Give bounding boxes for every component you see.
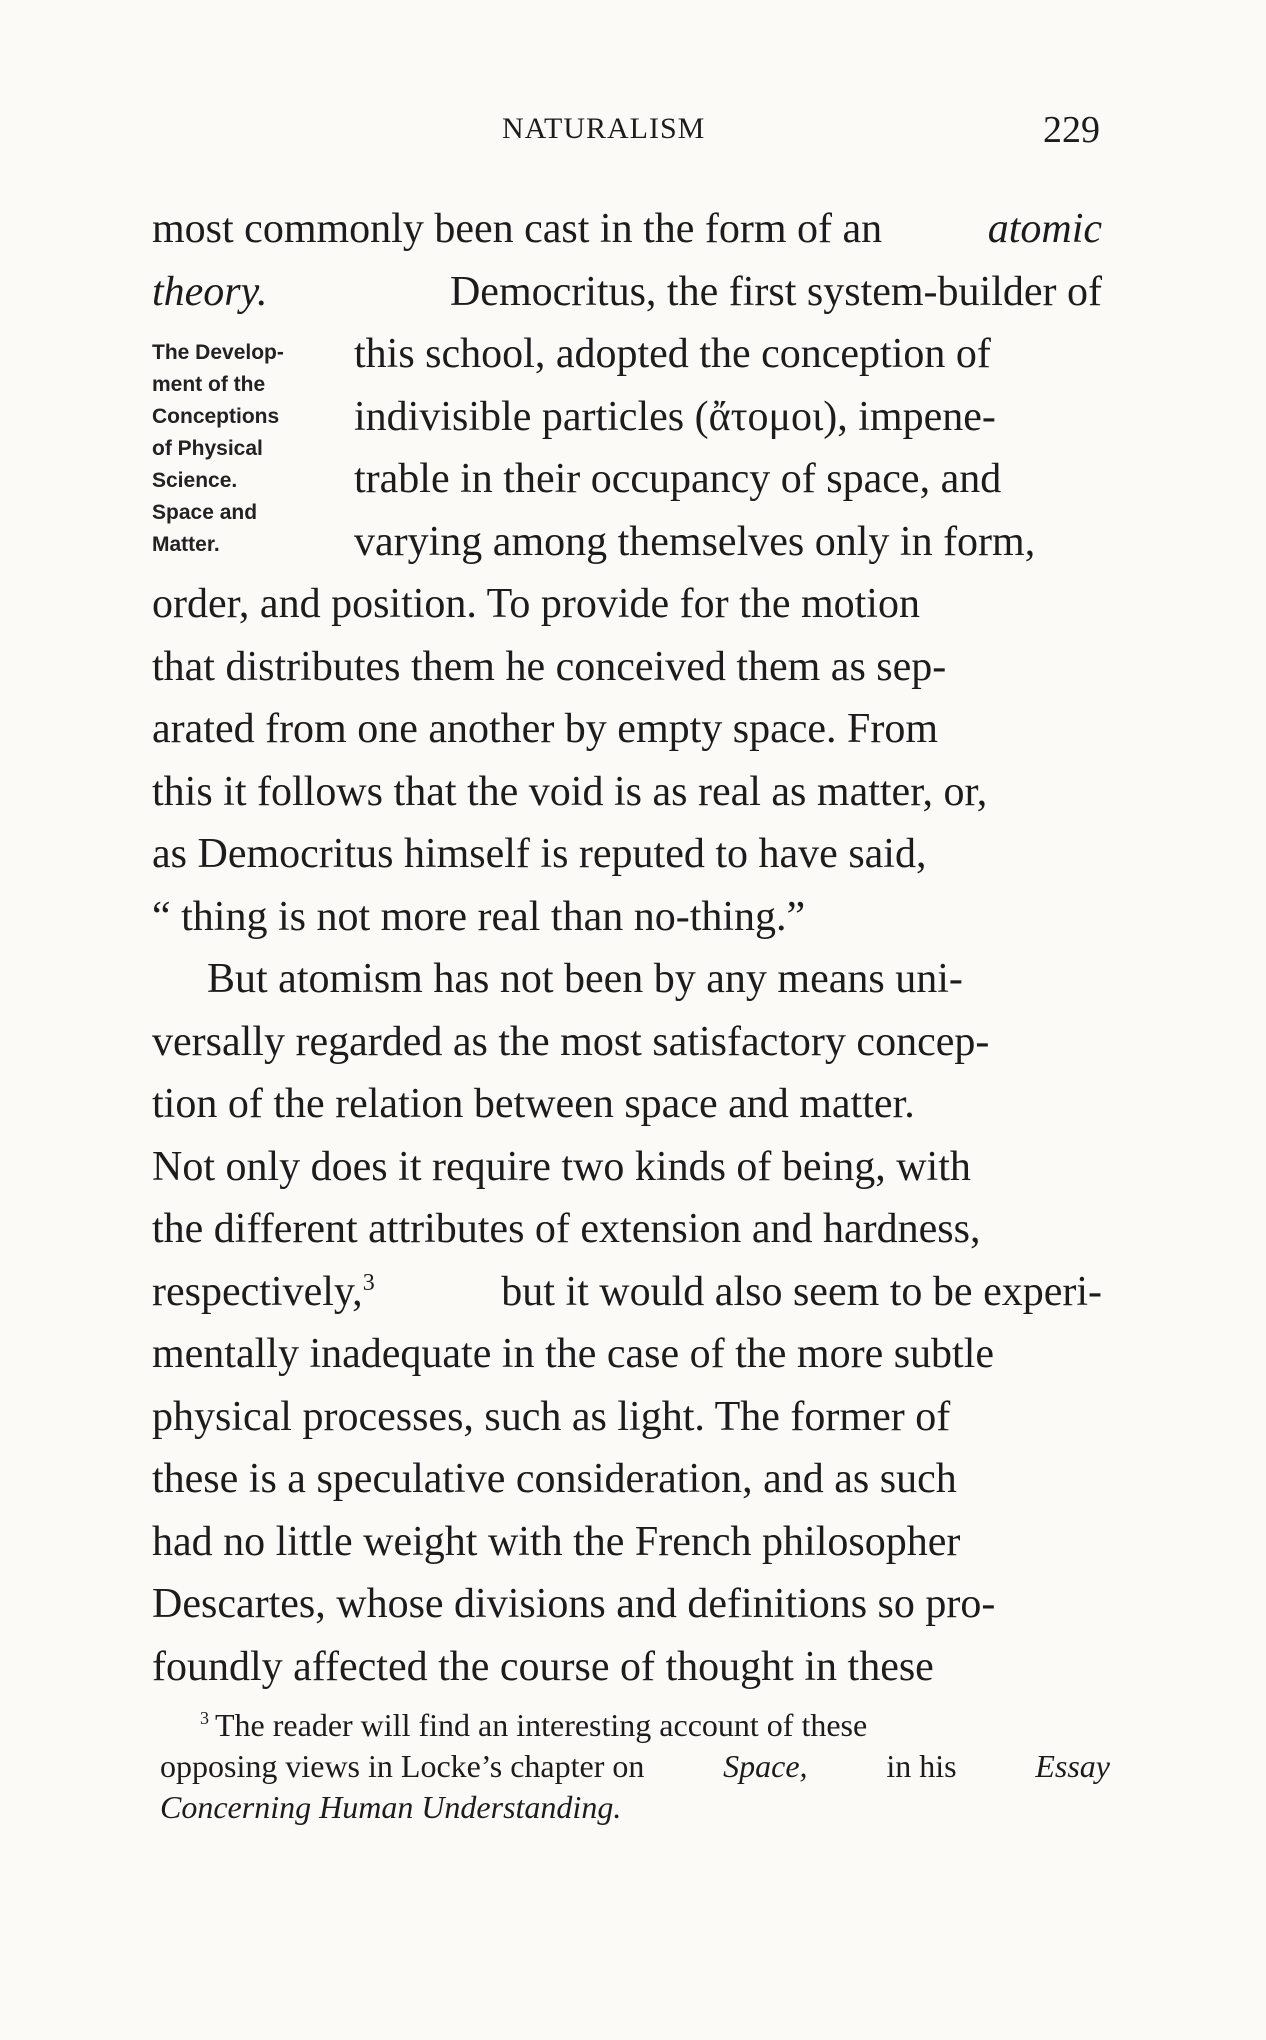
text-line (354, 511, 1102, 574)
text-span: Descartes, whose divisions and definitions so pro- (152, 1581, 996, 1627)
footnote-line (160, 1705, 1110, 1746)
italic-term: theory. (152, 268, 268, 315)
page-header (150, 109, 1100, 162)
text-line (152, 1261, 1102, 1324)
text-span: physical processes, such as light. The former of (152, 1393, 951, 1440)
text-line (354, 386, 1102, 449)
marginal-line: Conceptions (152, 405, 280, 428)
text-line (152, 1011, 1102, 1074)
text-span: opposing views in Locke’s chapter on (160, 1748, 645, 1784)
text-span: but it would also seem to be experi- (501, 1268, 1102, 1315)
text-span: had no little weight with the French philosopher (152, 1518, 961, 1565)
text-line (152, 1448, 1102, 1511)
page-number: 229 (1043, 109, 1100, 151)
text-span: indivisible particles (ἄτομοι), impene- (354, 393, 996, 440)
text-line (152, 761, 1102, 824)
italic-title: Space, (723, 1748, 808, 1784)
marginal-line: Space and (152, 501, 258, 524)
text-line (152, 261, 1102, 324)
text-span: versally regarded as the most satisfactory concep- (152, 1018, 990, 1065)
marginal-line: The Develop- (152, 341, 284, 364)
body-text (152, 198, 1102, 1698)
text-line (354, 448, 1102, 511)
text-span: this school, adopted the conception of (354, 331, 991, 377)
text-line (152, 573, 1102, 636)
running-head: NATURALISM (502, 112, 706, 145)
italic-title: Essay (1035, 1748, 1110, 1784)
text-span: varying among themselves only in form, (354, 518, 1036, 565)
text-line (152, 1136, 1102, 1199)
footnote-reference: 3 (362, 1269, 375, 1296)
text-span: foundly affected the course of thought in these (152, 1643, 934, 1690)
italic-term: atomic (987, 206, 1102, 252)
footnote (160, 1705, 1110, 1828)
text-span: most commonly been cast in the form of an (152, 206, 883, 252)
text-span: order, and position. To provide for the motion (152, 581, 920, 627)
text-span: Democritus, the first system-builder of (449, 268, 1102, 315)
text-line (152, 198, 1102, 261)
text-span: tion of the relation between space and matter. (152, 1081, 915, 1127)
text-span: arated from one another by empty space. From (152, 706, 939, 752)
text-span: as Democritus himself is reputed to have said, (152, 831, 927, 877)
text-line (152, 636, 1102, 699)
text-line (354, 323, 1102, 386)
text-span (152, 1261, 375, 1324)
text-span: the different attributes of extension and hardness, (152, 1206, 981, 1252)
text-span: mentally inadequate in the case of the more subtle (152, 1331, 995, 1377)
marginal-line: of Physical (152, 437, 263, 460)
text-span: But atomism has not been by any means uni- (207, 956, 963, 1002)
text-line (152, 1323, 1102, 1386)
text-span: Not only does it require two kinds of being, with (152, 1143, 971, 1190)
text-span: The reader will find an interesting account of these (215, 1707, 868, 1743)
footnote-line (160, 1746, 1110, 1787)
text-line (152, 823, 1102, 886)
text-span: these is a speculative consideration, and as such (152, 1456, 957, 1502)
text-line (152, 886, 1102, 949)
text-span: this it follows that the void is as real as matter, or, (152, 768, 988, 815)
text-line (152, 1073, 1102, 1136)
marginal-line: Science. (152, 469, 238, 492)
text-span: 3 The reader will find an interesting account of these (200, 1705, 867, 1746)
text-line (152, 698, 1102, 761)
text-span: in his (886, 1748, 957, 1784)
text-line (152, 1573, 1102, 1636)
text-line (152, 1636, 1102, 1699)
text-line (152, 1198, 1102, 1261)
text-line (152, 1386, 1102, 1449)
footnote-line (160, 1787, 1110, 1828)
marginal-line: ment of the (152, 373, 266, 396)
text-span: respectively, (152, 1268, 363, 1315)
text-line (152, 1511, 1102, 1574)
marginal-line: Matter. (152, 533, 220, 556)
text-span: “ thing is not more real than no-thing.” (152, 893, 806, 940)
text-span: that distributes them he conceived them as sep- (152, 643, 947, 690)
text-line (152, 948, 1102, 1011)
text-span: trable in their occupancy of space, and (354, 456, 1002, 502)
italic-title: Concerning Human Understanding. (160, 1789, 622, 1825)
